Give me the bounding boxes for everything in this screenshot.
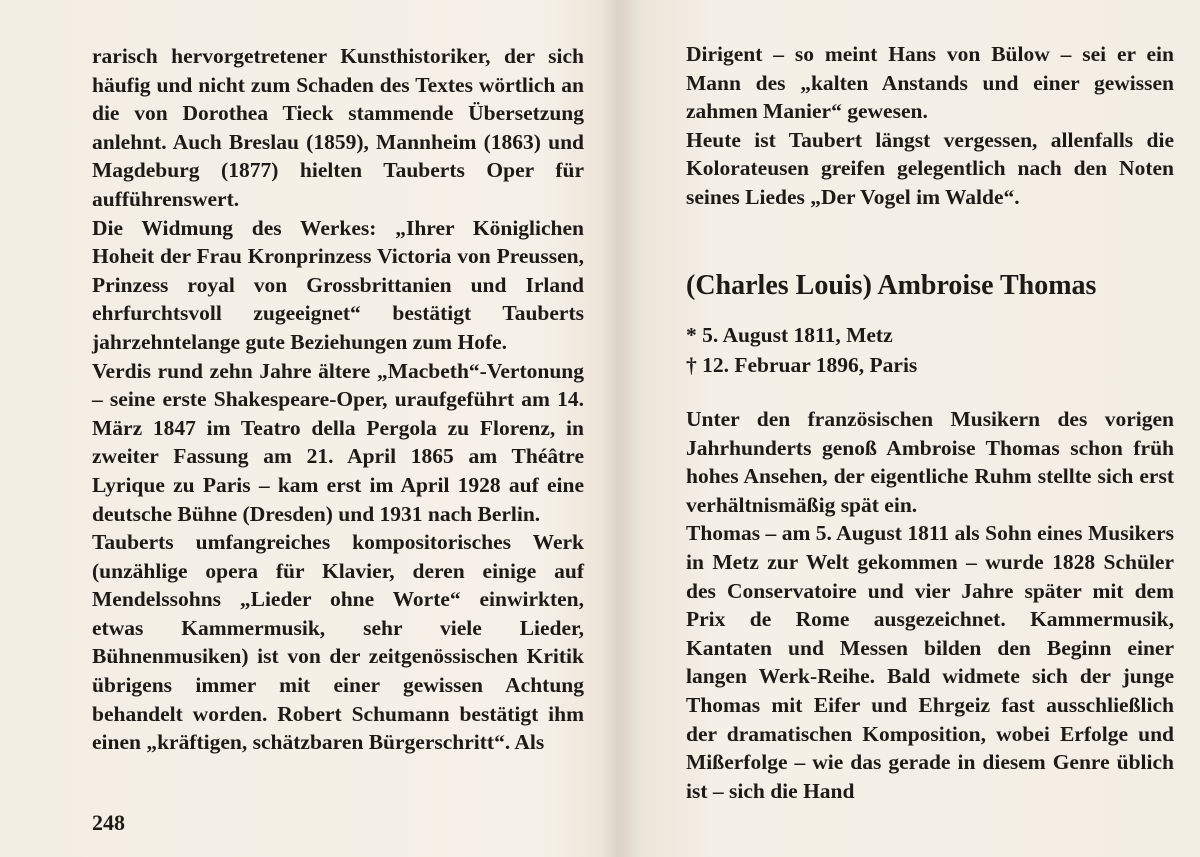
- paragraph: Verdis rund zehn Jahre ältere „Macbeth“-Vertonung – seine erste Shakespeare-Oper, uraufgeführt am 14. März 1847 im Teatro della Pergola zu Florenz, in zweiter Fassung am 21. April 1865 am Théâtre Lyrique zu Paris – kam erst im April 1928 auf eine deutsche Bühne (Dresden) und 1931 nach Berlin.: [92, 358, 584, 526]
- page-number: 248: [92, 810, 125, 835]
- paragraph: Tauberts umfangreiches kompositorisches Werk (unzählige opera für Klavier, deren einige auf Mendelssohns „Lieder ohne Worte“ einwirkten, etwas Kammermusik, sehr viele Lieder, Bühnenmusiken) ist von der zeitgenössischen Kritik übrigens immer mit einer gewissen Achtung behandelt worden. Robert Schumann bestätigt ihm einen „kräftigen, schätzbaren Bürgerschritt“. Als: [92, 530, 584, 755]
- left-page-text: [92, 42, 584, 757]
- paragraph: Die Widmung des Werkes: „Ihrer Königlichen Hoheit der Frau Kronprinzess Victoria von Preussen, Prinzess royal von Grossbrittanien und Irland ehrfurchtsvoll zugeeignet“ bestätigt Tauberts jahrzehntelange gute Beziehungen zum Hofe.: [92, 215, 584, 354]
- paragraph: rarisch hervorgetretener Kunsthistoriker, der sich häufig und nicht zum Schaden des Textes wörtlich an die von Dorothea Tieck stammende Übersetzung anlehnt. Auch Breslau (1859), Mannheim (1863) und Magdeburg (1877) hielten Tauberts Oper für aufführenswert.: [92, 44, 584, 211]
- book-gutter: [600, 0, 640, 857]
- paragraph: Dirigent – so meint Hans von Bülow – sei er ein Mann des „kalten Anstands und einer gewissen zahmen Manier“ gewesen.: [686, 42, 1174, 124]
- paragraph: Unter den französischen Musikern des vorigen Jahrhunderts genoß Ambroise Thomas schon früh hohes Ansehen, der eigentliche Ruhm stellte sich erst verhältnismäßig spät ein.: [686, 407, 1174, 517]
- paragraph: Heute ist Taubert längst vergessen, allenfalls die Kolorateusen greifen gelegentlich nach den Noten seines Liedes „Der Vogel im Walde“.: [686, 127, 1174, 209]
- right-page-top-text: [686, 40, 1174, 212]
- composer-heading: (Charles Louis) Ambroise Thomas: [686, 270, 1097, 301]
- life-dates: [686, 320, 1166, 380]
- paragraph: Thomas – am 5. August 1811 als Sohn eines Musikers in Metz zur Welt gekommen – wurde 1828 Schüler des Conservatoire und vier Jahre später mit dem Prix de Rome ausgezeichnet. Kammermusik, Kantaten und Messen bilden den Beginn einer langen Werk-Reihe. Bald widmete sich der junge Thomas mit Eifer und Ehrgeiz fast ausschließlich der dramatischen Komposition, wobei Erfolge und Mißerfolge – wie das gerade in diesem Genre üblich ist – sich die Hand: [686, 521, 1174, 803]
- right-page-body-text: [686, 405, 1174, 805]
- death-date: † 12. Februar 1896, Paris: [686, 353, 918, 377]
- birth-date: * 5. August 1811, Metz: [686, 323, 893, 347]
